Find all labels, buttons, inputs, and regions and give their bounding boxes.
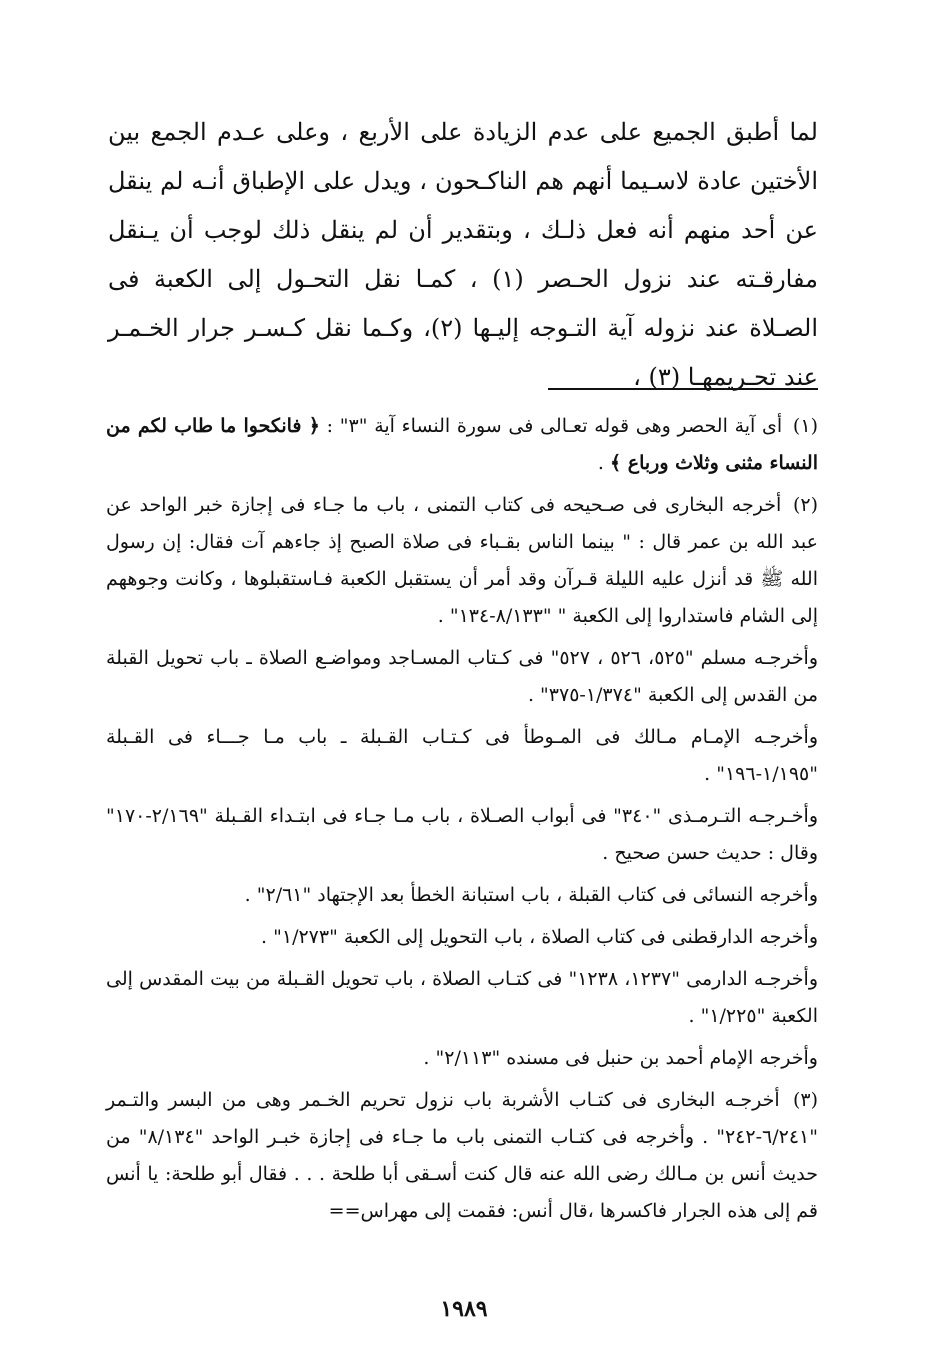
footnote-text: أخرجـه البخارى فى كتـاب الأشربة باب نزول تحريم الخـمر وهى من البسر والتـمر "٦/٢٤١-٢٤٢" . وأخرجه فى كتـاب التمنى باب ما جـاء فى إجازة خبـر الواحد "٨/١٣٤" من حديث أنس بن مـالك رضى الله عنه قال كنت أسـقى أبا طلحة . . . فقال أبو طلحة: يا أنس قم إلى هذه الجرار فاكسرها ،قال أنس: فقمت إلى مهراس== (106, 1089, 818, 1222)
footnote-3 (106, 1082, 818, 1230)
footnote-separator (548, 388, 818, 390)
main-text-block (108, 108, 818, 402)
footnote-text: أخرجه البخارى فى صـحيحه فى كتاب التمنى ، باب ما جـاء فى إجازة خبر الواحد عن عبد الله بن عمر قال : " بينما الناس بقـباء فى صلاة الصبح إذ جاءهم آت فقال: إن رسول الله ﷺ قد أنزل عليه الليلة قـرآن وقد أمر أن يستقبل الكعبة فـاستقبلوها ، وكانت وجوههم إلى الشام فاستداروا إلى الكعبة " "٨/١٣٣-١٣٤" . (106, 494, 818, 627)
footnote-1 (106, 408, 818, 482)
quran-quote: ﴿ فانكحوا ما طاب لكم من النساء مثنى وثلاث ورباع ﴾ (106, 415, 818, 474)
footnote-2-ahmad: وأخرجه الإمام أحمد بن حنبل فى مسنده "٢/١١٣" . (423, 1047, 818, 1069)
footnote-number: (٢) (792, 494, 818, 516)
footnote-2 (106, 487, 818, 635)
footnotes-block (106, 408, 818, 1235)
footnote-2-daraqutni: وأخرجه الدارقطنى فى كتاب الصلاة ، باب التحويل إلى الكعبة "١/٢٧٣" . (261, 926, 818, 948)
footnote-2-nasai: وأخرجه النسائى فى كتاب القبلة ، باب استبانة الخطأ بعد الإجتهاد "٢/٦١" . (244, 884, 818, 906)
footnote-2-tirmidhi: وأخـرجـه التـرمـذى "٣٤٠" فى أبواب الصـلاة ، باب مـا جـاء فى ابتـداء القـبلة "٢/١٦٩-١٧٠" وقال : حديث حسن صحيح . (106, 805, 818, 864)
footnote-text-end: . (597, 452, 604, 474)
footnote-text: أى آية الحصر وهى قوله تعـالى فى سورة النساء آية "٣" : (319, 415, 783, 437)
footnote-2-malik: وأخرجـه الإمـام مـالك فى المـوطأ فى كـتـاب القـبلة ـ باب مـا جـــاء فى القـبلة "١/١٩٥-١٩٦" . (106, 726, 818, 785)
footnote-number: (١) (792, 415, 818, 437)
footnote-number: (٣) (792, 1089, 818, 1111)
page-number: ١٩٨٩ (440, 1296, 488, 1322)
footnote-2-darimi: وأخرجـه الدارمى "١٢٣٧، ١٢٣٨" فى كتـاب الصلاة ، باب تحويل القـبلة من بيت المقدس إلى الكعبة "١/٢٢٥" . (106, 968, 819, 1027)
main-paragraph: لما أطبق الجميع على عدم الزيادة على الأربع ، وعلى عـدم الجمع بين الأختين عادة لاسـيما أنهم هم الناكـحون ، ويدل على الإطباق أنـه لم ينقل عن أحد منهم أنه فعل ذلـك ، وبتقدير أن لم ينقل ذلك لوجب أن يـنقل مفارقـته عند نزول الحـصر (١) ، كمـا نقل التحـول إلى الكعبة فى الصـلاة عند نزوله آية التـوجه إليـها (٢)، وكـما نقل كـسـر جرار الخـمـر عند تحـريمهـا (٣) ، (108, 118, 818, 391)
footnote-2-muslim: وأخرجـه مسلم "٥٢٥، ٥٢٦ ، ٥٢٧" فى كـتاب المسـاجد ومواضـع الصلاة ـ باب تحويل القبلة من القدس إلى الكعبة "١/٣٧٤-٣٧٥" . (106, 647, 819, 706)
